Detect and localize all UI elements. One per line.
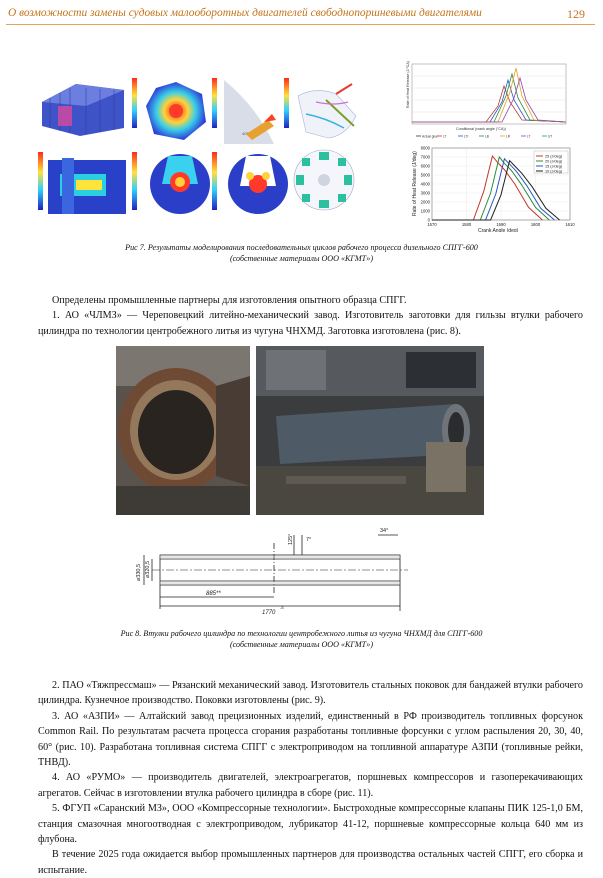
cylinder-liner-drawing: [116, 521, 410, 615]
cross-section-temperature-image: [38, 152, 126, 214]
y-tick-label: 4000: [420, 181, 430, 187]
x-tick-label: 1600: [530, 222, 541, 227]
y-tick-label: 5000: [420, 172, 430, 178]
svg-text:40°: 40°: [242, 131, 249, 136]
paragraph-tyazhpressmash: 2. ПАО «Тяжпрессмаш» — Рязанский механический завод. Изготовитель стальных поковок для бандажей втулки рабочего цилиндра. Кузнечное производство. Поковки изготовлены (рис. 9).: [38, 680, 583, 707]
chart-legend: [534, 151, 568, 174]
dim-angle-125: 125°: [288, 533, 294, 545]
chart-y-ticks: [421, 146, 431, 223]
y-tick-label: 7000: [420, 154, 430, 160]
cylinder-liner-blank-photo: [116, 346, 250, 515]
top-legend-entry: LT: [443, 134, 447, 139]
x-tick-label: 1570: [427, 222, 437, 227]
paragraph-rumo: 4. АО «РУМО» — производитель двигателей, электроагрегатов, поршневых компрессоров и газоперекачивающих агрегатов. Сейчас в изготовлении втулка рабочего цилиндра в сборе (рис. 11).: [38, 772, 583, 799]
top-legend-entry: UT: [548, 134, 553, 139]
dim-length-tolerance: -5: [280, 605, 284, 610]
chart-x-ticks: [427, 222, 575, 227]
legend-entry: 15 (J/deg): [545, 164, 563, 169]
paragraph-azpi: 3. АО «АЗПИ» — Алтайский завод прецизионных изделий, единственный в РФ производитель топливных форсунок Common Rail. По результатам расчета процесса сгорания разработаны топливные форсунки с углом распыления 20, 30, 40, 60° (рис. 10). Разработана топливная система СПГГ с электроприводом на топливной аппаратуре АЗПИ (топливные рейки, ТНВД).: [38, 710, 583, 769]
figure-7-caption: [30, 243, 573, 264]
dim-angle-7: 7°: [306, 537, 312, 543]
dim-length-885: 885**: [206, 591, 221, 597]
y-tick-label: 0: [427, 217, 430, 223]
spray-field-image: [212, 78, 276, 144]
top-chart-ylabel: Rate of Heat Release (J/°CA): [406, 61, 410, 108]
heat-release-chart: [412, 146, 575, 233]
page-number: 129: [567, 7, 585, 21]
main-chart-ylabel: Rate of Heat Release (J/deg): [412, 151, 418, 216]
header-rule: [6, 24, 595, 25]
top-legend-entry: Actual glue: [422, 134, 438, 139]
y-tick-label: 3000: [420, 190, 430, 196]
mesh-model-image: [38, 80, 126, 136]
temperature-field-hex-image: [132, 78, 206, 140]
paragraph-partners-intro: Определены промышленные партнеры для изготовления опытного образца СПГГ.: [52, 295, 407, 306]
top-legend-entry: LB: [485, 134, 489, 139]
text-block-1: [38, 293, 583, 339]
flow-velocity-image: [284, 78, 356, 138]
paragraph-chlmz: 1. АО «ЧЛМЗ» — Череповецкий литейно-механический завод. Изготовитель заготовки для гильзы втулки рабочего цилиндра по технологии центробежного литья из чугуна ЧНХМД. Заготовка изготовлена (рис. 8).: [38, 310, 583, 337]
x-tick-label: 1580: [461, 222, 472, 227]
figure-7-caption-line2: (собственные материалы ООО «КГМТ»): [229, 253, 374, 263]
swirl-flow-image: [294, 150, 354, 210]
cylinder-liner-workshop-photo: [256, 346, 484, 515]
top-legend-entry: LR: [506, 134, 511, 139]
dim-outer-diameter: ⌀330,5: [136, 563, 142, 581]
piston-temperature-image: [132, 152, 210, 214]
figure-8-caption-line1: Рис 8. Втулки рабочего цилиндра по технологии центробежного литья из чугуна ЧНХМД для СПГГ-600: [120, 629, 483, 638]
y-tick-label: 1000: [420, 208, 430, 214]
running-title: О возможности замены судовых малооборотных двигателей свободнопоршневыми двигателями: [8, 7, 482, 19]
valve-temperature-image: [212, 152, 288, 214]
heat-release-chart-top: [406, 61, 566, 138]
legend-entry: 10 (J/deg): [545, 169, 563, 174]
dim-length-1770: 1770: [262, 610, 276, 615]
legend-entry: 20 (J/deg): [545, 159, 563, 164]
figure-8-caption: [30, 629, 573, 650]
top-legend-entry: LT: [527, 134, 531, 139]
dim-inner-diameter: ⌀320,5: [145, 560, 151, 578]
top-legend-entry: LTI: [464, 134, 469, 139]
y-tick-label: 2000: [420, 199, 430, 205]
dim-34: 34°: [380, 528, 389, 534]
main-chart-xlabel: Crank Angle (deg): [478, 228, 519, 232]
y-tick-label: 8000: [420, 145, 430, 151]
figure-7: [36, 56, 576, 232]
paragraph-outlook: В течение 2025 года ожидается выбор промышленных партнеров для производства остальных частей СПГГ, его сборка и испытание.: [38, 849, 583, 876]
top-chart-legend: [416, 135, 552, 139]
y-tick-label: 6000: [420, 163, 430, 169]
figure-7-caption-line1: Рис 7. Результаты моделирования последовательных циклов рабочего процесса дизельного СПГГ-600: [125, 243, 478, 252]
paragraph-saransk: 5. ФГУП «Саранский МЗ», ООО «Компрессорные технологии». Быстроходные компрессорные клапаны ПИК 125-1,0 БМ, станция смазочная многоотводная с электроприводом, лубрикатор 41-12, поршневые компрессорные кольца 640 мм из флубона.: [38, 803, 583, 846]
legend-entry: 25 (J/deg): [545, 154, 563, 159]
x-tick-label: 1610: [565, 222, 575, 227]
page-header: [0, 0, 603, 26]
text-block-2: [38, 678, 583, 878]
top-chart-xlabel: Conditional (crank angle (°CA)): [456, 127, 506, 131]
figure-7-panels: [36, 56, 576, 232]
figure-8-caption-line2: (собственные материалы ООО «КГМТ»): [229, 639, 374, 649]
x-tick-label: 1590: [496, 222, 506, 227]
